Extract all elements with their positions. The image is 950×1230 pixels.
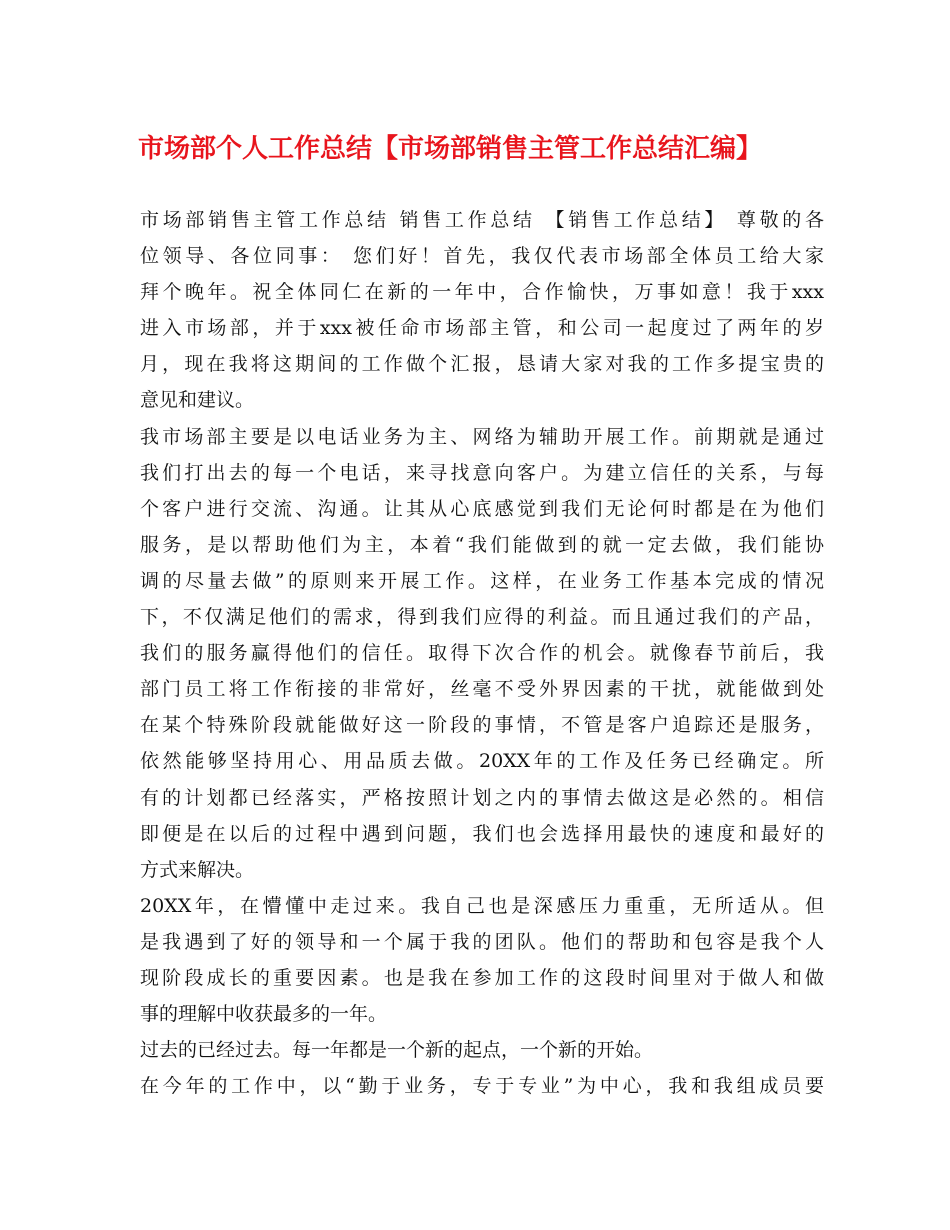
body-line: 现阶段成长的重要因素。也是我在参加工作的这段时间里对于做人和做 [140, 966, 824, 989]
body-line: 事的理解中收获最多的一年。 [140, 1003, 388, 1026]
body-line: 我们打出去的每一个电话，来寻找意向客户。为建立信任的关系，与每 [140, 461, 824, 484]
body-line: 方式来解决。 [140, 858, 255, 881]
document-title: 市场部个人工作总结【市场部销售主管工作总结汇编】 [138, 134, 763, 164]
body-line: 过去的已经过去。每一年都是一个新的起点，一个新的开始。 [140, 1039, 654, 1062]
body-line: 即便是在以后的过程中遇到问题，我们也会选择用最快的速度和最好的 [140, 822, 824, 845]
body-line: 个客户进行交流、沟通。让其从心底感觉到我们无论何时都是在为他们 [140, 497, 824, 520]
body-line: 依然能够坚持用心、用品质去做。20XX年的工作及任务已经确定。所 [140, 750, 824, 773]
body-line: 在今年的工作中，以“勤于业务，专于专业”为中心，我和我组成员要 [140, 1075, 824, 1098]
body-line: 有的计划都已经落实，严格按照计划之内的事情去做这是必然的。相信 [140, 786, 824, 809]
document-body [140, 202, 824, 1104]
body-line: 在某个特殊阶段就能做好这一阶段的事情，不管是客户追踪还是服务， [140, 714, 824, 737]
body-line: 月，现在我将这期间的工作做个汇报，恳请大家对我的工作多提宝贵的 [140, 353, 824, 376]
body-line: 服务，是以帮助他们为主，本着“我们能做到的就一定去做，我们能协 [140, 533, 824, 556]
body-line: 20XX年，在懵懂中走过来。我自己也是深感压力重重，无所适从。但 [140, 894, 824, 917]
body-line: 是我遇到了好的领导和一个属于我的团队。他们的帮助和包容是我个人 [140, 930, 824, 953]
body-line: 进入市场部，并于xxx被任命市场部主管，和公司一起度过了两年的岁 [140, 317, 824, 340]
body-line: 我市场部主要是以电话业务为主、网络为辅助开展工作。前期就是通过 [140, 425, 824, 448]
body-line: 意见和建议。 [140, 389, 255, 412]
body-line: 我们的服务赢得他们的信任。取得下次合作的机会。就像春节前后，我 [140, 642, 824, 665]
body-line: 下，不仅满足他们的需求，得到我们应得的利益。而且通过我们的产品， [140, 606, 824, 629]
body-line: 位领导、各位同事： 您们好！首先，我仅代表市场部全体员工给大家 [140, 245, 824, 268]
body-line: 部门员工将工作衔接的非常好，丝毫不受外界因素的干扰，就能做到处 [140, 678, 824, 701]
body-line: 调的尽量去做”的原则来开展工作。这样，在业务工作基本完成的情况 [140, 569, 824, 592]
body-line: 市场部销售主管工作总结 销售工作总结 【销售工作总结】 尊敬的各 [140, 209, 824, 231]
body-line: 拜个晚年。祝全体同仁在新的一年中，合作愉快，万事如意！我于xxx [140, 281, 824, 304]
